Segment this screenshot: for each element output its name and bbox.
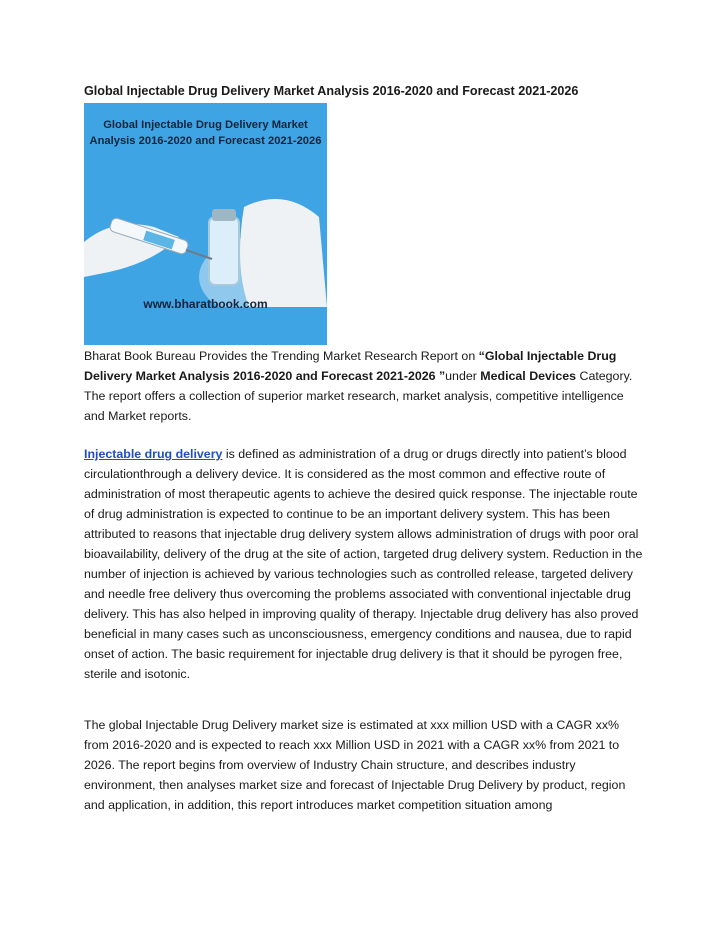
cover-title-line-2: Analysis 2016-2020 and Forecast 2021-2026 <box>89 135 322 147</box>
definition-text: is defined as administration of a drug or drugs directly into patient’s blood circulationthrough a delivery device. It is considered as the most common and effective route of administration of most therapeutic agents to achieve the desired quick response. The injectable route of drug administration is expected to continue to be an important delivery system. This has been attributed to reasons that injectable drug delivery system allows administration of drugs with poor oral bioavailability, delivery of the drug at the site of action, targeted drug delivery system. Reduction in the number of injection is achieved by various technologies such as controlled release, targeted delivery and needle free delivery thus overcoming the problems associated with conventional injectable drug delivery. This has also helped in improving quality of therapy. Injectable drug delivery has also proved beneficial in many cases such as unconsciousness, emergency conditions and nausea, due to rapid onset of action. The basic requirement for injectable drug delivery is that it should be pyrogen free, sterile and isotonic. <box>84 447 643 681</box>
intro-paragraph <box>84 346 644 426</box>
intro-category: Medical Devices <box>480 369 577 383</box>
intro-text-2: under <box>445 369 481 383</box>
injectable-drug-delivery-link[interactable]: Injectable drug delivery <box>84 447 223 461</box>
intro-text-1: Bharat Book Bureau Provides the Trending Market Research Report on <box>84 349 479 363</box>
market-paragraph: The global Injectable Drug Delivery market size is estimated at xxx million USD with a CAGR xx% from 2016-2020 and is expected to reach xxx Million USD in 2021 with a CAGR xx% from 2021 to 2026. The report begins from overview of Industry Chain structure, and describes industry environment, then analyses market size and forecast of Injectable Drug Delivery by product, region and application, in addition, this report introduces market competition situation among <box>84 718 626 812</box>
document-title: Global Injectable Drug Delivery Market Analysis 2016-2020 and Forecast 2021-2026 <box>84 84 579 98</box>
cover-image <box>84 103 327 345</box>
cover-title <box>84 117 327 149</box>
syringe-vial-illustration <box>84 147 327 307</box>
cover-url: www.bharatbook.com <box>143 297 268 311</box>
definition-paragraph <box>84 444 644 684</box>
intro-text-3: Category. The report offers a collection of superior market research, market analysis, competitive intelligence and Market reports. <box>84 369 633 423</box>
intro-report-name: “Global Injectable Drug Delivery Market Analysis 2016-2020 and Forecast 2021-2026 ” <box>84 349 617 383</box>
cover-title-line-1: Global Injectable Drug Delivery Market <box>103 119 308 131</box>
